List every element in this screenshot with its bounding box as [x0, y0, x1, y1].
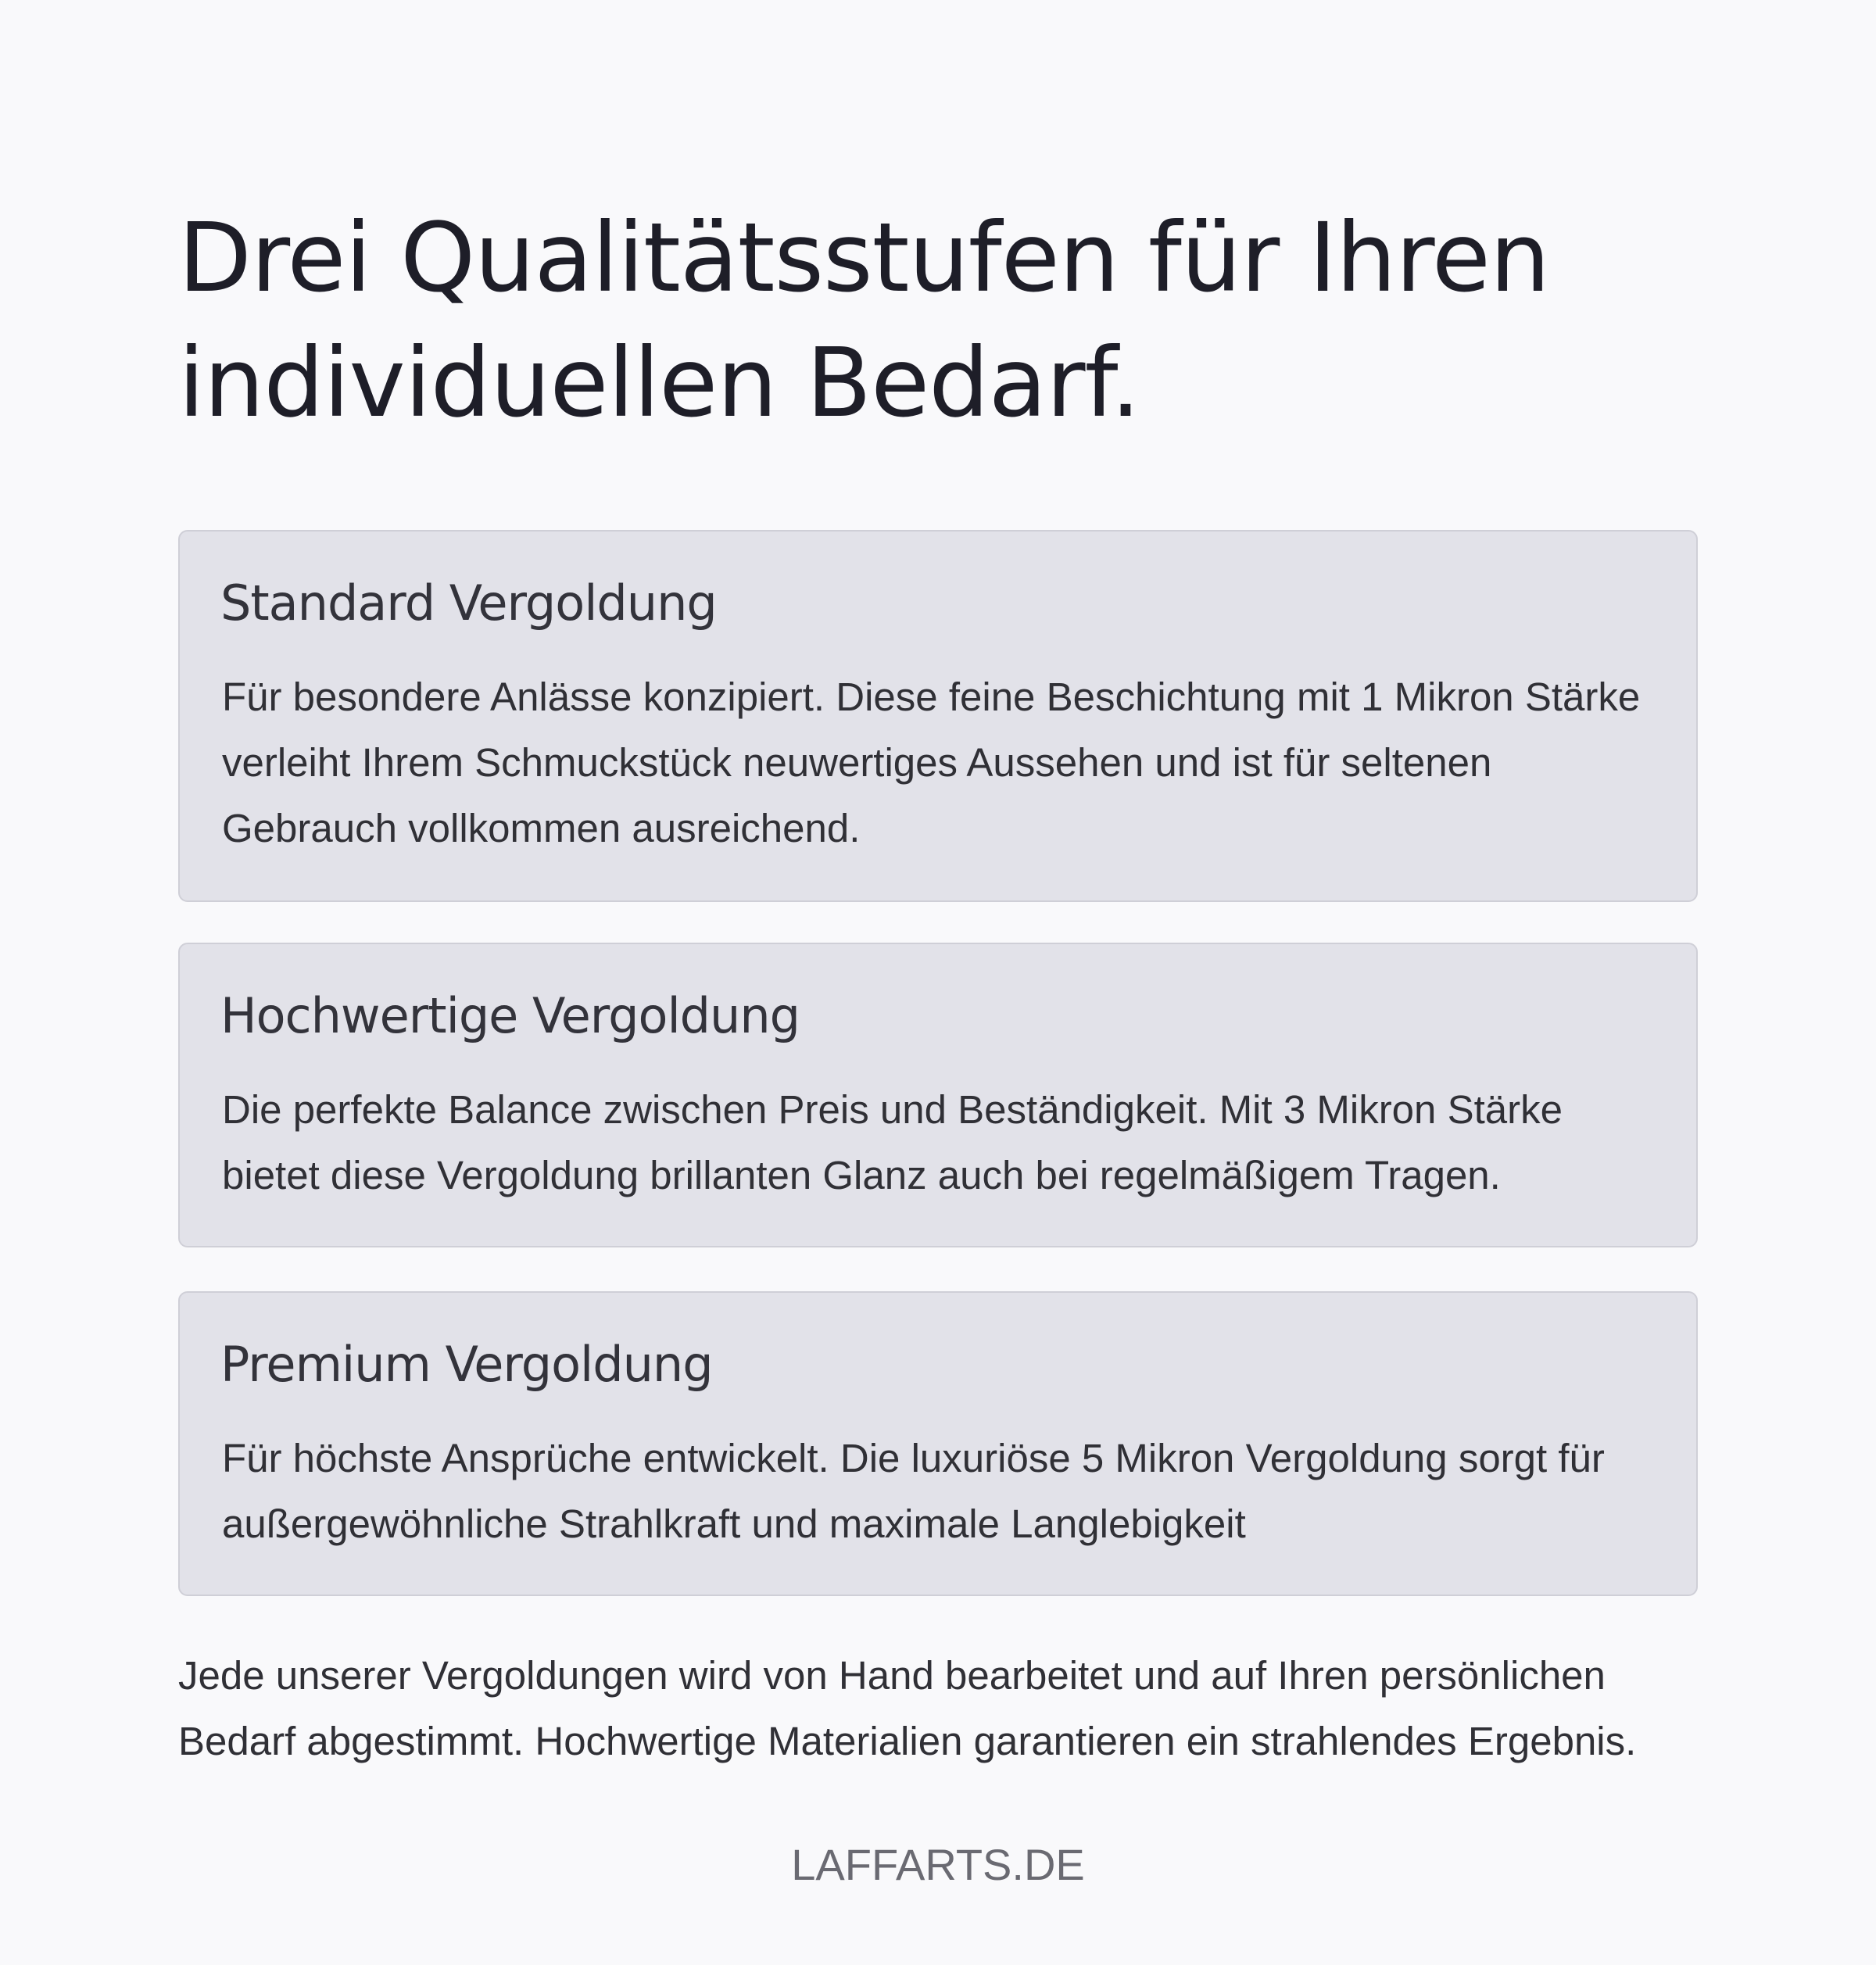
brand-domain: LAFFARTS.DE	[791, 1840, 1085, 1889]
closing-paragraph: Jede unserer Vergoldungen wird von Hand bearbeitet und auf Ihren persönlichen Bedarf abgestimmt. Hochwertige Materialien garantieren ein strahlendes Ergebnis.	[178, 1653, 1637, 1763]
card-description: Für besondere Anlässe konzipiert. Diese feine Beschichtung mit 1 Mikron Stärke verleiht Ihrem Schmuckstück neuwertiges Aussehen und ist für seltenen Gebrauch vollkommen ausreichend.	[222, 675, 1641, 850]
page-title-line-1: Drei Qualitätsstufen für Ihren	[178, 202, 1550, 313]
quality-card-hochwertig	[178, 943, 1698, 1247]
card-description: Die perfekte Balance zwischen Preis und Beständigkeit. Mit 3 Mikron Stärke bietet diese Vergoldung brillanten Glanz auch bei regelmäßigem Tragen.	[222, 1087, 1563, 1197]
card-description: Für höchste Ansprüche entwickelt. Die luxuriöse 5 Mikron Vergoldung sorgt für außergewöhnliche Strahlkraft und maximale Langlebigkeit	[222, 1436, 1605, 1546]
card-title: Hochwertige Vergoldung	[220, 987, 800, 1044]
quality-card-premium	[178, 1291, 1698, 1596]
page-title	[178, 195, 1699, 446]
page-title-line-2: individuellen Bedarf.	[178, 328, 1140, 438]
quality-card-standard	[178, 530, 1698, 902]
card-title: Premium Vergoldung	[220, 1336, 713, 1393]
card-title: Standard Vergoldung	[220, 574, 717, 632]
